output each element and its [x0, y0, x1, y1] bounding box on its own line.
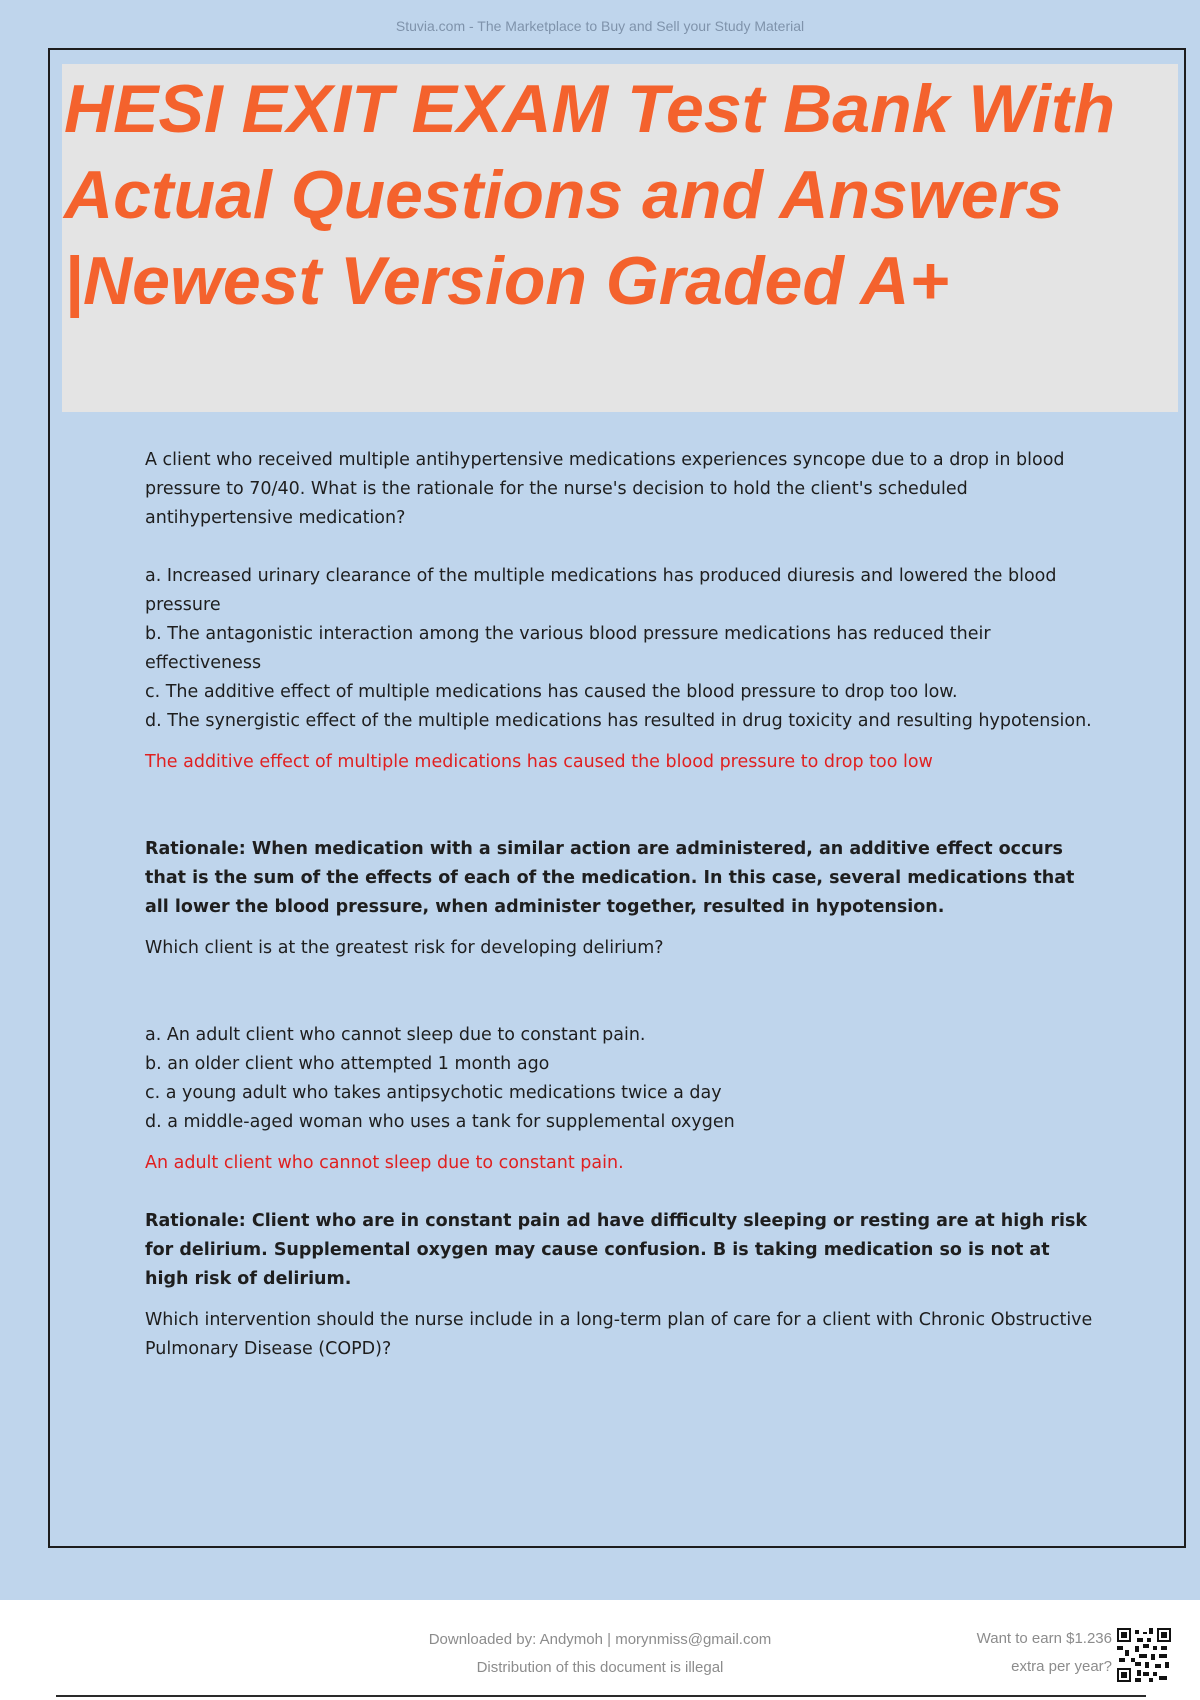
question-1-option-a: a. Increased urinary clearance of the multiple medications has produced diuresis and lowered the blood pressure — [145, 566, 1057, 615]
question-content — [145, 446, 1095, 1364]
question-2-option-c: c. a young adult who takes antipsychotic medications twice a day — [145, 1083, 722, 1103]
question-3-text: Which intervention should the nurse include in a long-term plan of care for a client with Chronic Obstructive Pulmonary Disease (COPD)? — [145, 1310, 1093, 1359]
downloaded-by-text: Downloaded by: Andymoh | morynmiss@gmail.com — [428, 1631, 772, 1648]
question-2-text: Which client is at the greatest risk for developing delirium? — [145, 938, 664, 958]
stuvia-watermark: Stuvia.com - The Marketplace to Buy and Sell your Study Material — [395, 18, 805, 34]
question-1-answer: The additive effect of multiple medications has caused the blood pressure to drop too low — [145, 752, 933, 772]
question-2-option-d: d. a middle-aged woman who uses a tank for supplemental oxygen — [145, 1112, 735, 1132]
qr-code-icon[interactable] — [1117, 1628, 1171, 1682]
earn-line-2: extra per year? — [1011, 1658, 1112, 1675]
question-1-rationale: Rationale: When medication with a similar action are administered, an additive effect occurs that is the sum of the effects of each of the medication. In this case, several medications that all lower the blood pressure, when administer together, resulted in hypotension. — [145, 839, 1075, 917]
question-2-option-b: b. an older client who attempted 1 month ago — [145, 1054, 550, 1074]
question-1-text: A client who received multiple antihypertensive medications experiences syncope due to a drop in blood pressure to 70/40. What is the rationale for the nurse's decision to hold the client's scheduled antihypertensive medication? — [145, 450, 1065, 528]
question-1-option-d: d. The synergistic effect of the multiple medications has resulted in drug toxicity and resulting hypotension. — [145, 711, 1092, 731]
document-title: HESI EXIT EXAM Test Bank With Actual Questions and Answers |Newest Version Graded A+ — [64, 71, 1116, 319]
earn-line-1: Want to earn $1.236 — [976, 1630, 1112, 1647]
question-2-rationale: Rationale: Client who are in constant pain ad have difficulty sleeping or resting are at high risk for delirium. Supplemental oxygen may cause confusion. B is taking medication so is not at high risk of delirium. — [145, 1211, 1088, 1289]
question-2-option-a: a. An adult client who cannot sleep due to constant pain. — [145, 1025, 646, 1045]
earn-money-link[interactable] — [977, 1625, 1112, 1681]
question-1-option-c: c. The additive effect of multiple medications has caused the blood pressure to drop too low. — [145, 682, 958, 702]
distribution-notice: Distribution of this document is illegal — [476, 1659, 724, 1676]
footer-divider — [56, 1695, 1146, 1697]
question-1-option-b: b. The antagonistic interaction among the various blood pressure medications has reduced their effectiveness — [145, 624, 991, 673]
question-2-answer: An adult client who cannot sleep due to constant pain. — [145, 1153, 624, 1173]
